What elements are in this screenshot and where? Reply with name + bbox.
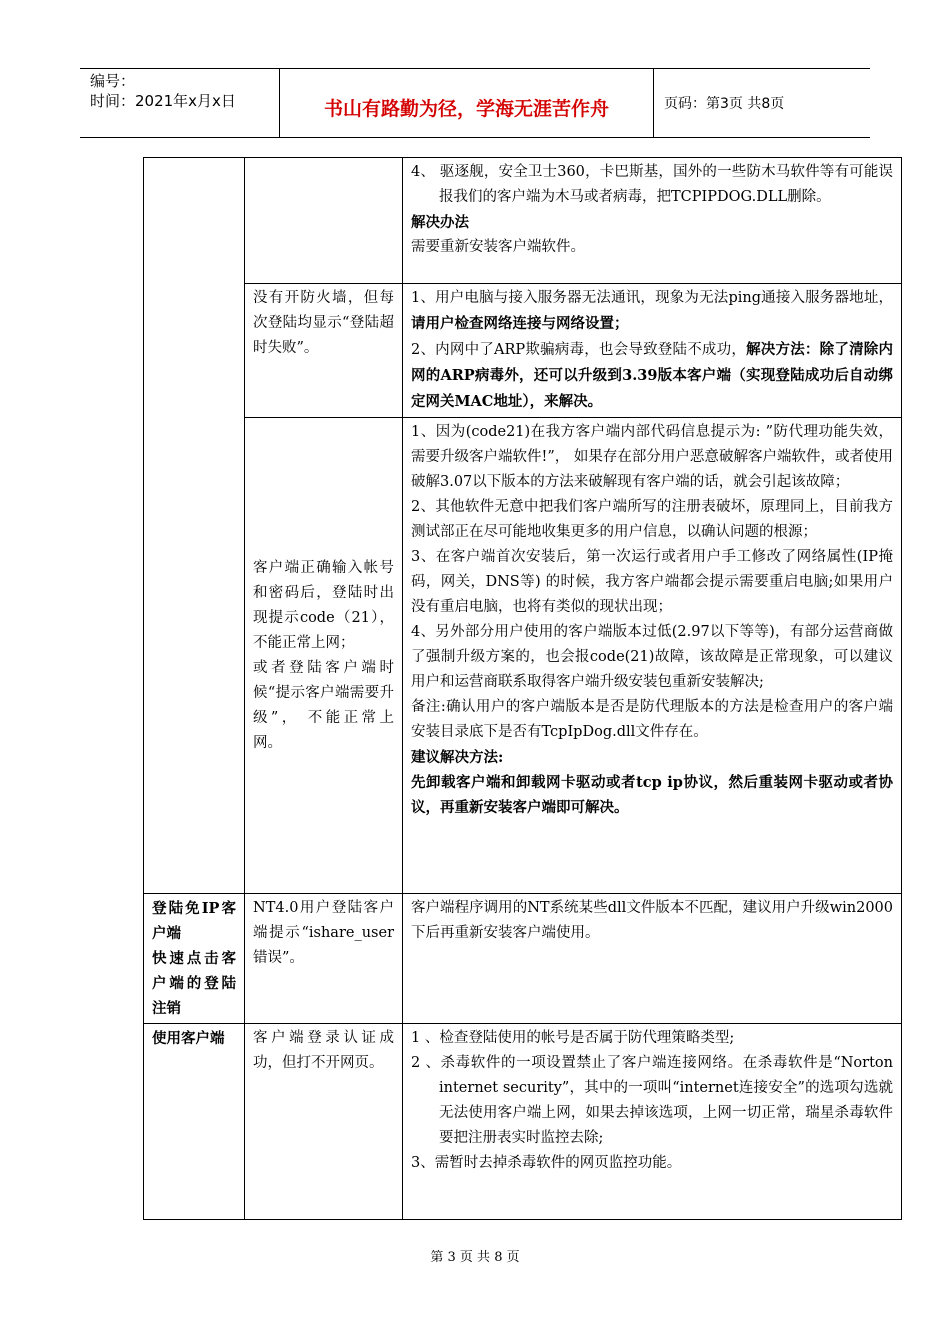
category-cell [144, 158, 245, 894]
solution-cell [403, 158, 902, 284]
doc-number: 编号： [90, 72, 136, 90]
solution-text: 客户端程序调用的NT系统某些dll文件版本不匹配，建议用户升级win2000下后再重新安装客户端使用。 [411, 900, 893, 941]
troubleshooting-table [143, 157, 902, 1220]
symptom-text: 或者登陆客户端时候“提示客户端需要升级”， 不能正常上网。 [253, 659, 394, 751]
solution-text: 2、内网中了ARP欺骗病毒，也会导致登陆不成功， [411, 342, 747, 358]
symptom-text: 客户端正确输入帐号和密码后，登陆时出现提示code（21），不能正常上网； [253, 559, 394, 651]
category-cell [144, 894, 245, 1024]
solution-text: 1 、检查登陆使用的帐号是否属于防代理策略类型; [411, 1030, 735, 1046]
solution-item: 4、 驱逐舰，安全卫士360，卡巴斯基，国外的一些防木马软件等有可能误报我们的客户端为木马或者病毒，把TCPIPDOG.DLL删除。 [411, 164, 893, 205]
symptom-cell [245, 418, 403, 894]
page-footer: 第 3 页 共 8 页 [430, 1250, 520, 1265]
solution-cell [403, 284, 902, 418]
symptom-text: 客户端登录认证成功，但打不开网页。 [253, 1030, 394, 1071]
symptom-cell [245, 894, 403, 1024]
symptom-cell [245, 158, 403, 284]
table-row [144, 1024, 902, 1220]
solution-text: 1、因为(code21)在我方客户端内部代码信息提示为: ”防代理功能失效，需要升级客户端软件!”， 如果存在部分用户恶意破解客户端软件，或者使用破解3.07以下版本的方法来破解现有客户端的话，就会引起该故障； [411, 424, 893, 490]
solution-text: 2 、杀毒软件的一项设置禁止了客户端连接网络。在杀毒软件是“Norton internet security”，其中的一项叫“internet连接安全”的选项勾选就无法使用客户端上网，如果去掉该选项，上网一切正常，瑞星杀毒软件要把注册表实时监控去除; [411, 1055, 893, 1146]
solution-text: 1、用户电脑与接入服务器无法通讯，现象为无法ping通接入服务器地址， [411, 290, 893, 306]
solution-cell [403, 894, 902, 1024]
symptom-text: 没有开防火墙，但每次登陆均显示“登陆超时失败”。 [253, 290, 394, 356]
table-row [144, 418, 902, 894]
solution-emphasis: 请用户检查网络连接与网络设置； [411, 315, 629, 332]
table-row [144, 894, 902, 1024]
solution-emphasis: 解决方法：除了清除内网的ARP病毒外，还可以升级到3.39版本客户端（实现登陆成功后自动绑定网关MAC地址），来解决。 [411, 341, 894, 410]
category-label: 快速点击客户端的登陆注销 [152, 950, 236, 1017]
page-header [80, 68, 870, 138]
solution-cell [403, 418, 902, 894]
solution-text: 2、其他软件无意中把我们客户端所写的注册表破坏，原理同上，目前我方测试部正在尽可能地收集更多的用户信息，以确认问题的根源； [411, 499, 893, 540]
symptom-text: NT4.0用户登陆客户端提示“ishare_user错误”。 [253, 900, 394, 966]
doc-date: 时间：2021年x月x日 [90, 92, 236, 110]
category-cell [144, 1024, 245, 1220]
solution-text: 3、在客户端首次安装后，第一次运行或者用户手工修改了网络属性(IP掩码，网关，DNS等) 的时候，我方客户端都会提示需要重启电脑;如果用户没有重启电脑，也将有类似的现状出现； [411, 549, 893, 615]
symptom-cell [245, 1024, 403, 1220]
category-label: 使用客户端 [152, 1030, 225, 1047]
table-row [144, 284, 902, 418]
header-page-info: 页码：第3页 共8页 [664, 96, 785, 112]
solution-note: 备注:确认用户的客户端版本是否是防代理版本的方法是检查用户的客户端安装目录底下是否有TcpIpDog.dll文件存在。 [411, 699, 893, 740]
solution-text: 3、需暂时去掉杀毒软件的网页监控功能。 [411, 1155, 682, 1171]
solution-text: 4、另外部分用户使用的客户端版本过低(2.97以下等等)，有部分运营商做了强制升级方案的，也会报code(21)故障，该故障是正常现象，可以建议用户和运营商联系取得客户端升级安装包重新安装解决; [411, 624, 893, 690]
header-meta [80, 69, 280, 137]
solution-text: 需要重新安装客户端软件。 [411, 239, 585, 255]
table-row [144, 158, 902, 284]
solution-heading: 解决办法 [411, 214, 469, 231]
solution-heading: 建议解决方法: [411, 749, 504, 766]
category-label: 登陆免IP客户端 [152, 900, 236, 942]
solution-cell [403, 1024, 902, 1220]
symptom-cell [245, 284, 403, 418]
solution-emphasis: 先卸载客户端和卸载网卡驱动或者tcp ip协议，然后重装网卡驱动或者协议，再重新安装客户端即可解决。 [411, 774, 893, 816]
header-motto: 书山有路勤为径，学海无涯苦作舟 [280, 69, 654, 137]
